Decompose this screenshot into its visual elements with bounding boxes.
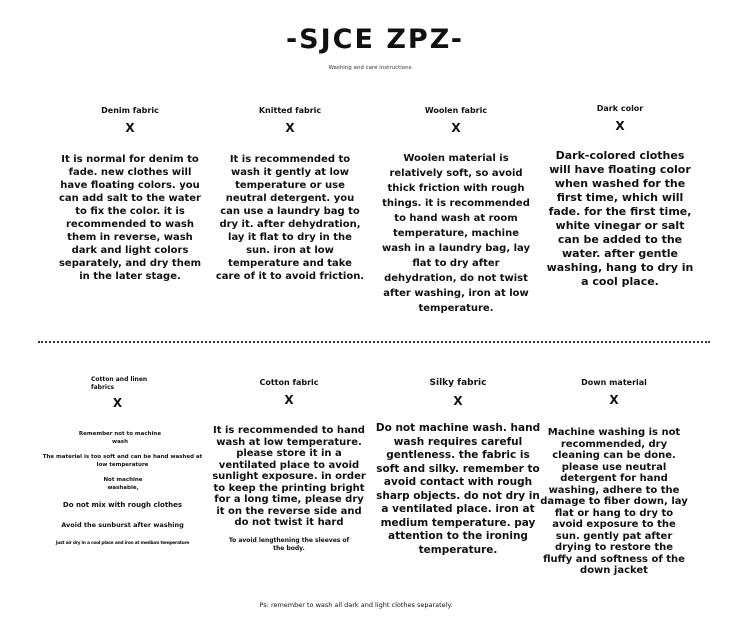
no-wash-mark: X [453,394,463,408]
down-section [540,378,688,577]
section-heading: Down material [581,378,647,387]
care-line: Avoid the sunburst after washing [61,521,184,529]
care-line: Just air dry in a cool place and iron at medium temperature [55,541,190,546]
section-divider [38,341,710,343]
knitted-section [215,106,365,283]
no-wash-mark: X [112,396,123,410]
section-text: Dark-colored clothes will have floating color when washed for the first time, which will fade. for the first time, white vinegar or salt can be added to the water. after gentle washing, hang to dry in a cool place. [546,149,694,288]
denim-section [55,106,205,283]
no-wash-mark: X [125,121,135,135]
care-line: Do not mix with rough clothes [62,501,183,509]
footer-note: Ps: remember to wash all dark and light clothes separately. [259,601,453,609]
section-text: It is normal for denim to fade. new clothes will have floating colors. you can add salt to the water to fix the color. it is recommended to wash them in reverse, wash dark and light colors separately, and dry them in the later stage. [58,154,202,282]
page-subtitle: Washing and care instructions [328,65,412,71]
care-line: Remember not to machine wash [78,431,162,445]
section-text: It is recommended to hand wash at low temperature. please store it in a ventilated place to avoid sunlight exposure. in order to keep the printing bright for a long time, please dry it on the reverse side and do not twist it hard [212,425,366,528]
page-title: -SJCE ZPZ- [285,24,465,55]
section-heading: Dark color [596,104,644,113]
section-heading: Cotton and linen fabrics [91,376,148,391]
cotton-section [212,378,366,553]
dark-color-section [546,104,694,289]
section-heading: Cotton fabric [259,378,319,387]
section-text: Do not machine wash. hand wash requires careful gentleness. the fabric is soft and silky. remember to avoid contact with rough sharp objects. do not dry in a ventilated place. iron at medium temperature. pay attention to the ironing temperature. [375,422,541,556]
no-wash-mark: X [615,119,625,133]
no-wash-mark: X [285,121,295,135]
section-text: Machine washing is not recommended, dry cleaning can be done. please use neutral detergent for hand washing, adhere to the damage to fiber down, lay flat or hang to dry to avoid exposure to the sun. gently pat after drying to restore the fluffy and softness of the down jacket [540,427,688,576]
section-heading: Knitted fabric [258,106,322,115]
section-heading: Woolen fabric [424,106,488,115]
no-wash-mark: X [284,393,294,407]
section-heading: Denim fabric [101,106,159,115]
no-wash-mark: X [609,393,619,407]
section-heading: Silky fabric [429,378,487,388]
care-line: Not machine washable, [103,477,143,491]
silky-section [374,378,542,557]
section-text: It is recommended to wash it gently at low temperature or use neutral detergent. you can use a laundry bag to dry it. after dehydration, lay it flat to dry in the sun. iron at low temperature and take care of it to avoid friction. [215,154,365,282]
section-text: Woolen material is relatively soft, so avoid thick friction with rough things. it is recommended to hand wash at room temperature, machine wash in a laundry bag, lay flat to dry after dehydration, do not twist after washing, iron at low temperature. [381,153,531,314]
care-line: The material is too soft and can be hand washed at low temperature [42,454,203,468]
cotton-linen-section [40,376,205,546]
section-note: To avoid lengthening the sleeves of the body. [228,536,350,552]
no-wash-mark: X [451,121,461,135]
woolen-section [377,106,535,316]
